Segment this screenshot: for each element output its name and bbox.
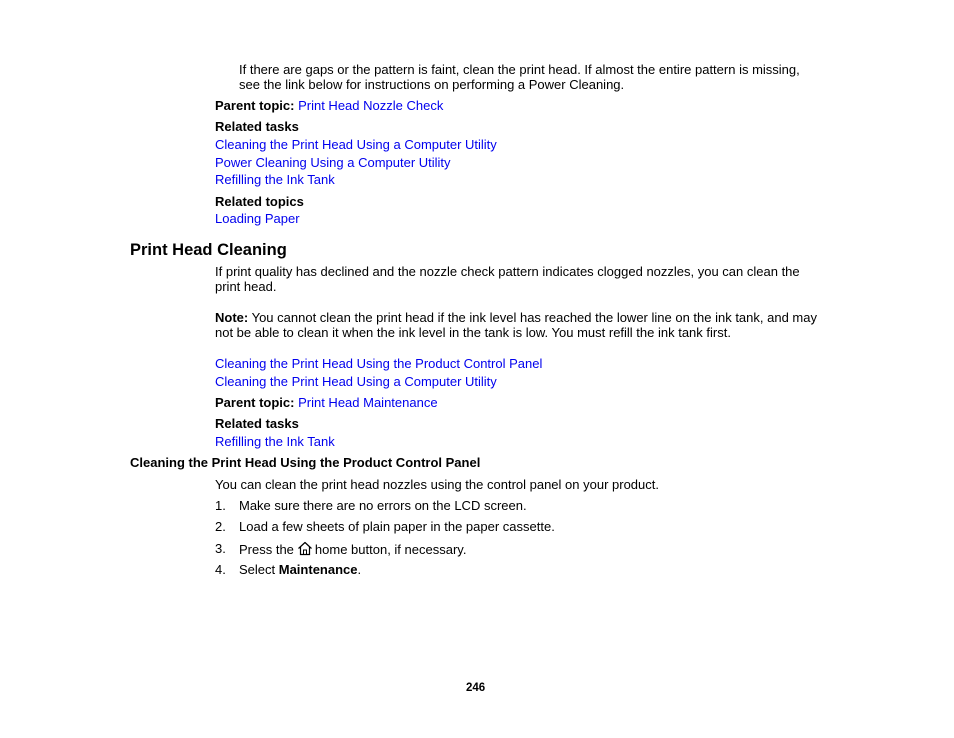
page-number: 246 [466, 682, 486, 694]
intro-line-2: see the link below for instructions on performing a Power Cleaning. [239, 77, 625, 92]
step-4-number: 4. [215, 562, 226, 577]
step-2-number: 2. [215, 519, 226, 534]
step-4-text [239, 562, 361, 577]
step-4-maintenance: Maintenance [278, 562, 358, 577]
note-line-1 [215, 310, 817, 325]
link-print-head-nozzle-check[interactable]: Print Head Nozzle Check [298, 98, 444, 113]
section-title-print-head-cleaning: Print Head Cleaning [130, 241, 287, 259]
step-4-text-after: . [357, 562, 362, 577]
cleaning-desc-line-2: print head. [215, 279, 277, 294]
step-3-text-after: home button, if necessary. [314, 542, 467, 557]
link-cleaning-computer-utility[interactable]: Cleaning the Print Head Using a Computer Utility [215, 137, 497, 152]
step-3-number: 3. [215, 541, 226, 556]
note-label: Note: [215, 310, 249, 325]
note-text-1: You cannot clean the print head if the ink level has reached the lower line on the ink tank, and may [248, 310, 817, 325]
link-print-head-maintenance[interactable]: Print Head Maintenance [298, 395, 438, 410]
note-line-2: not be able to clean it when the ink level in the tank is low. You must refill the ink tank first. [215, 325, 731, 340]
parent-topic-1 [215, 98, 443, 113]
related-tasks-heading-1: Related tasks [215, 119, 299, 134]
link-loading-paper[interactable]: Loading Paper [215, 211, 300, 226]
parent-topic-label-2: Parent topic: [215, 395, 295, 410]
control-panel-intro: You can clean the print head nozzles using the control panel on your product. [215, 477, 659, 492]
step-3-text [239, 541, 466, 557]
intro-line-1: If there are gaps or the pattern is faint, clean the print head. If almost the entire pattern is missing, [239, 62, 800, 77]
step-1-number: 1. [215, 498, 226, 513]
link-refilling-ink-tank[interactable]: Refilling the Ink Tank [215, 172, 335, 187]
home-icon [297, 541, 313, 556]
related-topics-heading: Related topics [215, 194, 304, 209]
related-tasks-heading-2: Related tasks [215, 416, 299, 431]
parent-topic-2 [215, 395, 438, 410]
parent-topic-label: Parent topic: [215, 98, 295, 113]
step-3-text-before: Press the [239, 542, 294, 557]
link-refilling-ink-tank-2[interactable]: Refilling the Ink Tank [215, 434, 335, 449]
link-cleaning-control-panel[interactable]: Cleaning the Print Head Using the Product Control Panel [215, 356, 543, 371]
link-power-cleaning-computer-utility[interactable]: Power Cleaning Using a Computer Utility [215, 155, 451, 170]
link-cleaning-computer-utility-2[interactable]: Cleaning the Print Head Using a Computer Utility [215, 374, 497, 389]
step-1-text: Make sure there are no errors on the LCD screen. [239, 498, 527, 513]
step-2-text: Load a few sheets of plain paper in the paper cassette. [239, 519, 555, 534]
cleaning-desc-line-1: If print quality has declined and the nozzle check pattern indicates clogged nozzles, you can clean the [215, 264, 800, 279]
step-4-text-before: Select [239, 562, 279, 577]
subsection-title-control-panel: Cleaning the Print Head Using the Product Control Panel [130, 455, 481, 470]
